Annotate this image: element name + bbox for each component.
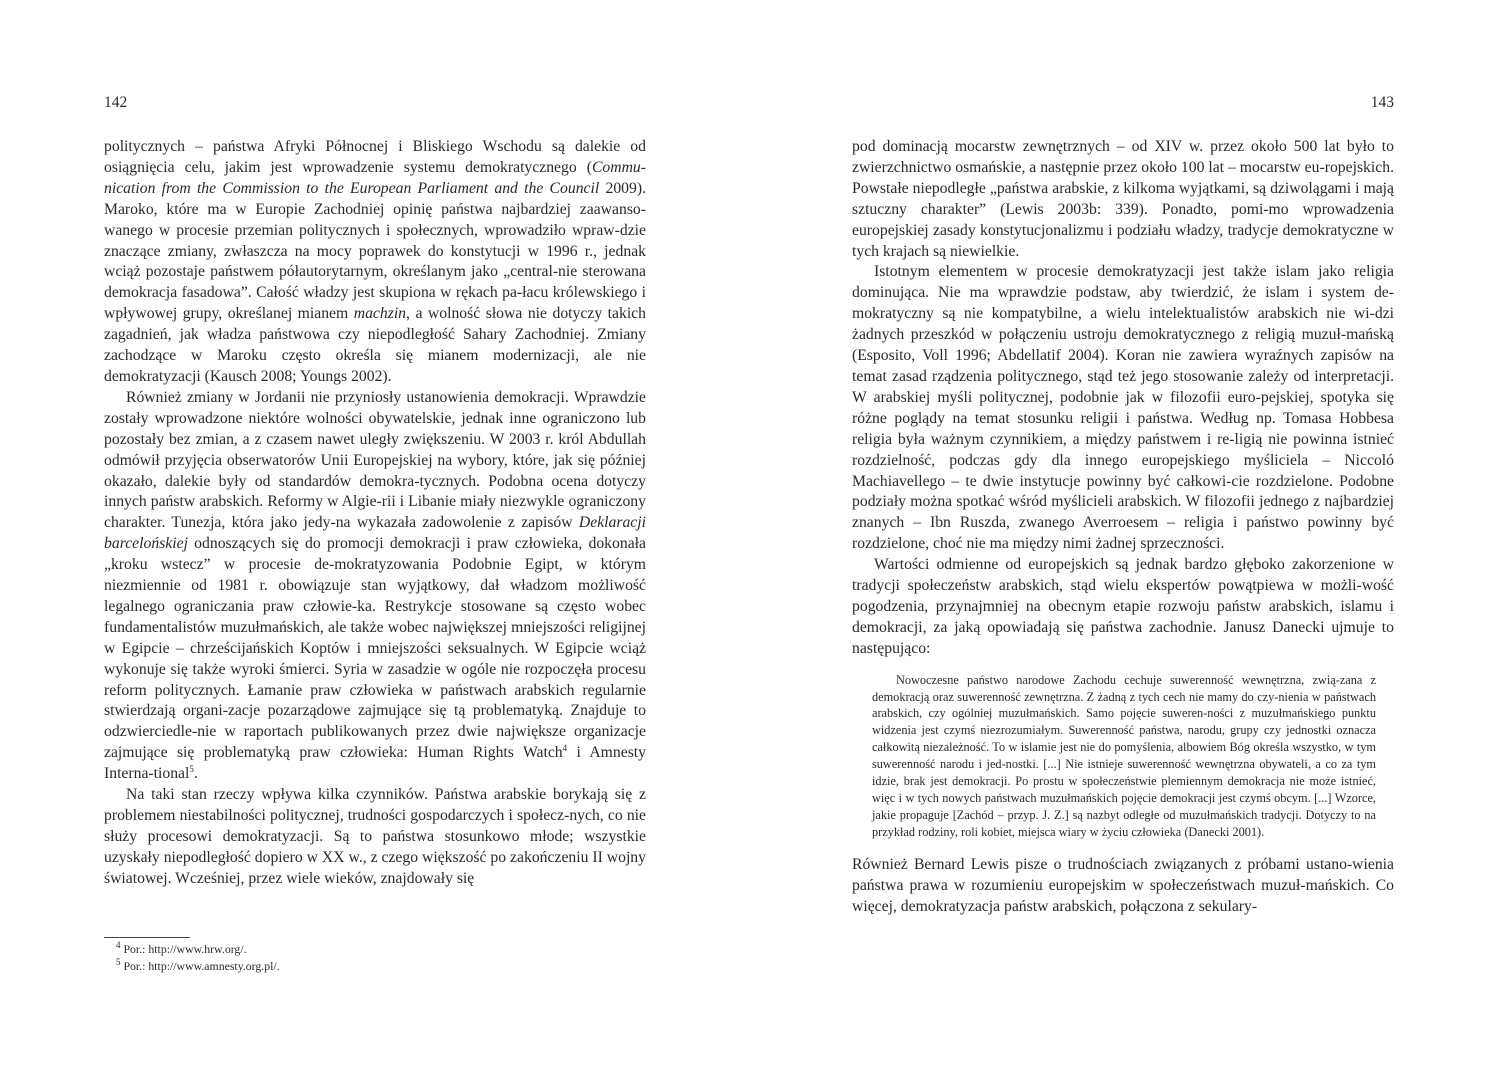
footnote-text: Por.: http://www.hrw.org/. (120, 942, 247, 956)
footnote (116, 941, 280, 958)
paragraph (852, 262, 1394, 555)
footnote-separator (104, 937, 190, 938)
right-page-body (852, 137, 1394, 917)
italic-text: Deklaracji barcelońskiej (104, 514, 646, 553)
paragraph (104, 785, 646, 890)
footnote-mark: 5 (116, 956, 121, 967)
footnote-text: Por.: http://www.amnesty.org.pl/. (120, 958, 280, 973)
italic-text: machzin (353, 305, 407, 323)
text-run: pod dominacją mocarstw zewnętrznych – od XIV w. przez około 500 lat było to zwierzchnictwo osmańskie, a następnie przez około 100 lat – mocarstw eu-ropejskich. Powstałe niepodległe „państwa arabskie, z kilkoma wyjątkami, są dziwolągami i mają sztuczny charakter” (Lewis 2003b: 339). Ponadto, pomi-mo wprowadzenia europejskiej zasady konstytucjonalizmu i podziału władzy, tradycje demokratyczne w tych krajach są niewielkie. (852, 138, 1394, 260)
text-run: Również Bernard Lewis pisze o trudnościach związanych z próbami ustano-wienia państwa prawa w rozumieniu europejskim w społeczeństwach muzuł-mańskich. Co więcej, demokratyzacja państw arabskich, połączona z sekulary- (852, 855, 1394, 915)
paragraph (852, 137, 1394, 262)
text-run: , a wolność słowa nie dotyczy takich zagadnień, jak władza państwowa czy niepodległość Sahary Zachodniej. Zmiany zachodzące w Maroku często określa się mianem modernizacji, ale nie demokratyzacji (Kausch 2008; Youngs 2002). (104, 305, 646, 385)
italic-text: Commu-nication from the Commission to the European Parliament and the Council (104, 158, 646, 197)
text-run: politycznych – państwa Afryki Północnej i Bliskiego Wschodu są dalekie od osiągnięcia celu, jakim jest wprowadzenie systemu demokratycznego ( (104, 138, 646, 176)
text-run: i Amnesty Interna-tional (104, 744, 647, 783)
text-run: odnoszących się do promocji demokracji i praw człowieka, dokonała „kroku wstecz” w procesie de-mokratyzowania Podobnie Egipt, w którym niezmiennie od 1981 r. obowiązuje stan wyjątkowy, dał władzom możliwość legalnego ograniczania praw człowie-ka. Restrykcje stosowane są często wobec fundamentalistów muzułmańskich, ale także wobec największej mniejszości religijnej w Egipcie – chrześcijańskich Koptów i mniejszości seksualnych. W Egipcie wciąż wykonuje się także wyroki śmierci. Syria w zasadzie w ogóle nie rozpoczęła procesu reform politycznych. Łamanie praw człowieka w państwach arabskich regularnie stwierdzają organi-zacje pozarządowe zajmujące się tą problematyką. Znajduje to odzwierciedle-nie w raportach publikowanych przez dwie największe organizacje zajmujące się problematyką praw człowieka: Human Rights Watch (104, 535, 646, 762)
text-run: Na taki stan rzeczy wpływa kilka czynników. Państwa arabskie borykają się z problemem niestabilności politycznej, trudności gospodarczych i społecz-nych, co nie służy procesowi demokratyzacji. Są to państwa stosunkowo młode; wszystkie uzyskały niepodległość dopiero w XX w., z czego większość po zakończeniu II wojny światowej. Wcześniej, przez wiele wieków, znajdowały się (104, 786, 646, 887)
paragraph (104, 137, 646, 388)
text-run: . (193, 765, 198, 783)
footnote (116, 958, 280, 975)
page-number-right: 143 (1370, 94, 1394, 111)
footnote-ref: 5 (189, 763, 194, 774)
text-run: Również zmiany w Jordanii nie przyniosły ustanowienia demokracji. Wprawdzie zostały wprowadzone niektóre wolności obywatelskie, jednak inne ograniczono lub pozostały bez zmian, a z czasem nawet uległy zwiększeniu. W 2003 r. król Abdullah odmówił przyjęcia obserwatorów Unii Europejskiej na wybory, które, jak się później okazało, dalekie były od standardów demokra-tycznych. Podobna ocena dotyczy innych państw arabskich. Reformy w Algie-rii i Libanie miały niezwykle ograniczony charakter. Tunezja, która jako jedy-na wykazała zadowolenie z zapisów (104, 388, 646, 532)
text-run: Istotnym elementem w procesie demokratyzacji jest także islam jako religia dominująca. Nie ma wprawdzie podstaw, aby twierdzić, że islam i system de-mokratyczny są nie kompatybilne, a wielu intelektualistów arabskich nie wi-dzi żadnych przeszkód w połączeniu ustroju demokratycznego z religią muzuł-mańską (Esposito, Voll 1996; Abdellatif 2004). Koran nie zawiera wyraźnych zapisów na temat zasad rządzenia politycznego, stąd też jego stosowanie zależy od interpretacji. W arabskiej myśli politycznej, podobnie jak w filozofii euro-pejskiej, spotyka się różne poglądy na temat stosunku religii i państwa. Według np. Tomasa Hobbesa religia była ważnym czynnikiem, a między państwem i re-ligią nie powinna istnieć rozdzielność, podczas gdy dla innego europejskiego myśliciela – Niccoló Machiavellego – te dwie instytucje powinny być całkowi-cie rozdzielone. Podobne podziały można spotkać wśród myślicieli arabskich. W filozofii jednego z najbardziej znanych – Ibn Ruszda, zwanego Averroesem – religia i państwo powinny być rozdzielone, choć nie ma między nimi żadnej sprzeczności. (852, 263, 1394, 553)
block-quote-text: Nowoczesne państwo narodowe Zachodu cechuje suwerenność wewnętrzna, zwią-zana z demokracją oraz suwerenność zewnętrzna. Z żadną z tych cech nie mamy do czy-nienia w państwach arabskich, czy ogólniej muzułmańskich. Samo pojęcie suweren-ności z muzułmańskiego punktu widzenia jest czymś niezrozumiałym. Suwerenność państwa, narodu, grupy czy jednostki oznacza całkowitą niezależność. To w islamie jest nie do pomyślenia, albowiem Bóg określa wszystko, w tym suwerenność narodu i jed-nostki. [...] Nie istnieje suwerenność wewnętrzna obywateli, a co za tym idzie, brak jest demokracji. Po prostu w społeczeństwie plemiennym demokracja nie może istnieć, więc i w tych nowych państwach muzułmańskich pojęcie demokracji jest czymś obcym. [...] Wzorce, jakie propaguje [Zachód – przyp. J. Z.] są nazbyt odległe od muzułmańskich tradycji. Dotyczy to na przykład rodziny, roli kobiet, miejsca wiary w życiu człowieka (Danecki 2001). (872, 672, 1376, 839)
footnote-mark: 4 (116, 940, 121, 951)
paragraph (104, 388, 646, 785)
paragraph (852, 555, 1394, 660)
footnotes (116, 941, 280, 974)
left-page-body (104, 137, 646, 890)
text-run: Wartości odmienne od europejskich są jednak bardzo głęboko zakorzenione w tradycji społeczeństw arabskich, stąd wielu ekspertów powątpiewa w możli-wość pogodzenia, przynajmniej na obecnym etapie rozwoju państw arabskich, islamu i demokracji, za jaką opowiadają się państwa zachodnie. Janusz Danecki ujmuje to następująco: (852, 556, 1394, 657)
paragraph (852, 855, 1394, 918)
text-run: 2009). Maroko, które ma w Europie Zachodniej opinię państwa najbardziej zaawanso-wanego w procesie przemian politycznych i społecznych, wprowadziło wpraw-dzie znaczące zmiany, zwłaszcza na mocy poprawek do konstytucji w 1996 r., jednak wciąż pozostaje państwem półautorytarnym, określanym jako „central-nie sterowana demokracja fasadowa”. Całość władzy jest skupiona w rękach pa-łacu królewskiego i wpływowej grupy, określanej mianem (104, 179, 646, 323)
block-quote (872, 672, 1376, 841)
page-number-left: 142 (104, 94, 128, 111)
footnote-ref: 4 (562, 743, 568, 754)
